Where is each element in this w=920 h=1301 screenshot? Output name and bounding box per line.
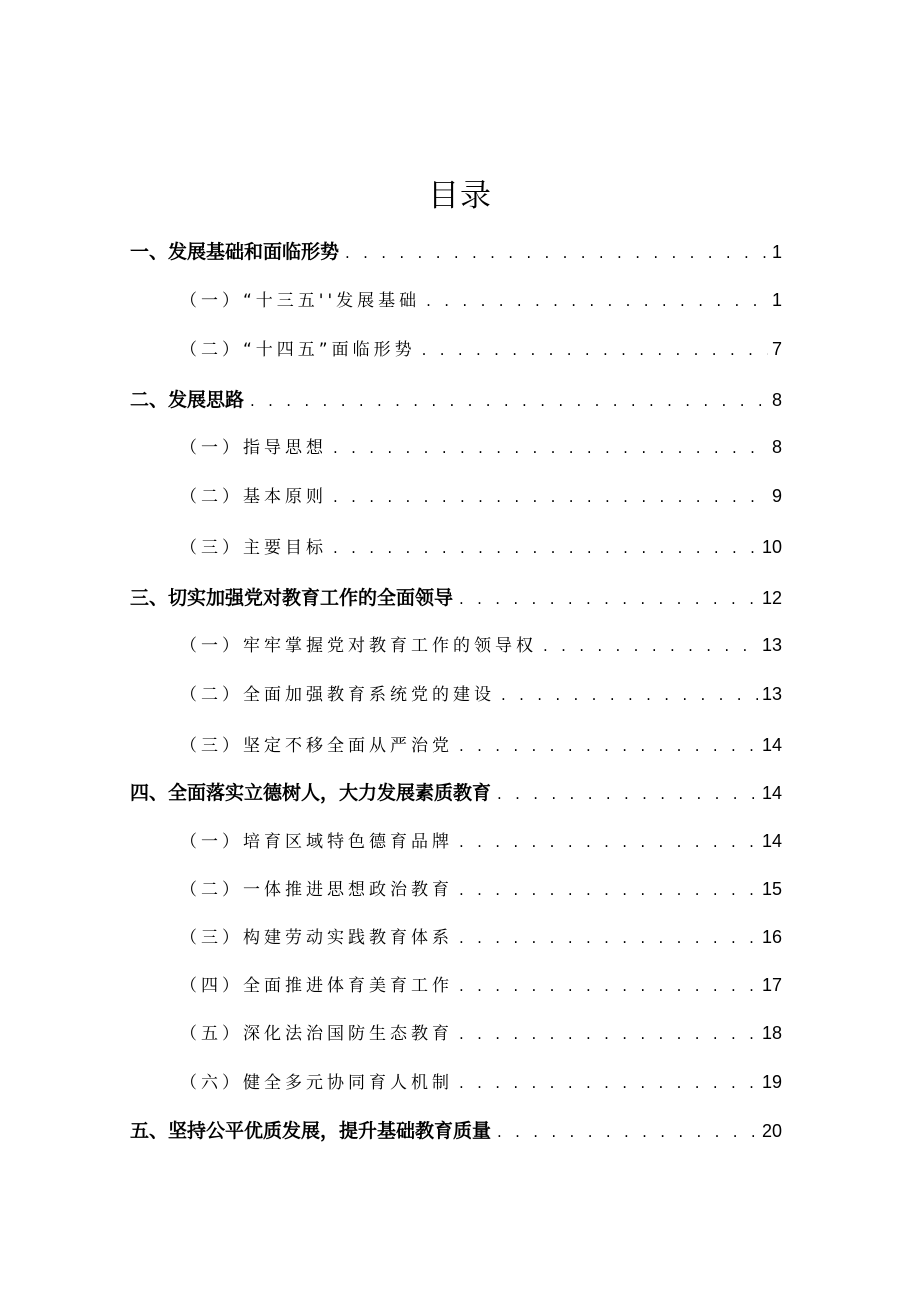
toc-entry-label: 三、切实加强党对教育工作的全面领导 [130, 587, 454, 609]
toc-page-number: 8 [771, 437, 782, 457]
toc-entry-3-2[interactable] [180, 680, 782, 708]
toc-entry-label: （六）健全多元协同育人机制 [180, 1073, 453, 1093]
toc-page-number: 19 [761, 1072, 782, 1092]
toc-page-number: 18 [761, 1023, 782, 1043]
toc-entry-4-2[interactable] [180, 875, 782, 903]
toc-entry-4[interactable] [130, 779, 782, 807]
toc-page-number: 14 [761, 783, 782, 803]
toc-entry-label: （三）主要目标 [180, 538, 327, 558]
toc-entry-label: （三）构建劳动实践教育体系 [180, 928, 453, 948]
toc-entry-label: （二）全面加强教育系统党的建设 [180, 685, 495, 705]
toc-entry-1-1[interactable] [180, 286, 782, 314]
toc-page-number: 9 [771, 486, 782, 506]
dot-leader [501, 681, 758, 709]
toc-entry-4-6[interactable] [180, 1068, 782, 1096]
toc-title: 目录 [428, 178, 492, 214]
toc-page-number: 13 [761, 635, 782, 655]
toc-page-number: 8 [771, 390, 782, 410]
dot-leader [459, 1020, 758, 1048]
toc-entry-label: （二）一体推进思想政治教育 [180, 880, 453, 900]
toc-entry-2-1[interactable] [180, 433, 782, 461]
dot-leader [497, 780, 758, 808]
dot-leader [333, 434, 768, 462]
toc-entry-4-5[interactable] [180, 1019, 782, 1047]
toc-entry-5[interactable] [130, 1117, 782, 1145]
toc-entry-4-4[interactable] [180, 971, 782, 999]
toc-entry-label: （一）培育区域特色德育品牌 [180, 832, 453, 852]
dot-leader [459, 876, 758, 904]
toc-entry-label: （五）深化法治国防生态教育 [180, 1024, 453, 1044]
toc-entry-2[interactable] [130, 386, 782, 414]
toc-page-number: 1 [771, 242, 782, 262]
toc-page-number: 15 [761, 879, 782, 899]
toc-entry-label: （四）全面推进体育美育工作 [180, 976, 453, 996]
toc-entry-4-3[interactable] [180, 923, 782, 951]
toc-entry-label: （一）牢牢掌握党对教育工作的领导权 [180, 636, 537, 656]
toc-page-number: 13 [761, 684, 782, 704]
toc-entry-1[interactable] [130, 238, 782, 266]
toc-entry-label: （一）指导思想 [180, 438, 327, 458]
dot-leader [426, 287, 768, 315]
dot-leader [459, 972, 758, 1000]
dot-leader [459, 1069, 758, 1097]
toc-page-number: 12 [761, 588, 782, 608]
toc-page-number: 17 [761, 975, 782, 995]
toc-entry-label: （二）基本原则 [180, 487, 327, 507]
toc-entry-1-2[interactable] [180, 335, 782, 363]
toc-entry-label: （一）“十三五''发展基础 [180, 291, 421, 311]
dot-leader [459, 732, 758, 760]
toc-page-number: 16 [761, 927, 782, 947]
toc-entry-label: 五、坚持公平优质发展，提升基础教育质量 [130, 1120, 492, 1142]
toc-entry-2-2[interactable] [180, 482, 782, 510]
dot-leader [459, 585, 758, 613]
dot-leader [333, 534, 758, 562]
dot-leader [497, 1118, 758, 1146]
toc-entry-4-1[interactable] [180, 827, 782, 855]
toc-entry-label: 一、发展基础和面临形势 [130, 241, 340, 263]
dot-leader [459, 924, 758, 952]
toc-entry-3-1[interactable] [180, 631, 782, 659]
toc-entry-label: （三）坚定不移全面从严治党 [180, 736, 453, 756]
toc-page-number: 10 [761, 537, 782, 557]
toc-entry-3-3[interactable] [180, 731, 782, 759]
toc-page-number: 14 [761, 831, 782, 851]
toc-page-number: 1 [771, 290, 782, 310]
dot-leader [250, 387, 768, 415]
toc-page-number: 14 [761, 735, 782, 755]
toc-entry-3[interactable] [130, 584, 782, 612]
toc-entry-label: 四、全面落实立德树人，大力发展素质教育 [130, 782, 492, 804]
dot-leader [345, 239, 768, 267]
toc-entry-2-3[interactable] [180, 533, 782, 561]
toc-entry-label: 二、发展思路 [130, 389, 245, 411]
toc-entry-label: （二）“十四五”面临形势 [180, 340, 416, 360]
dot-leader [459, 828, 758, 856]
dot-leader [422, 336, 768, 364]
toc-page-number: 7 [771, 339, 782, 359]
dot-leader [543, 632, 758, 660]
toc-page-number: 20 [761, 1121, 782, 1141]
dot-leader [333, 483, 768, 511]
